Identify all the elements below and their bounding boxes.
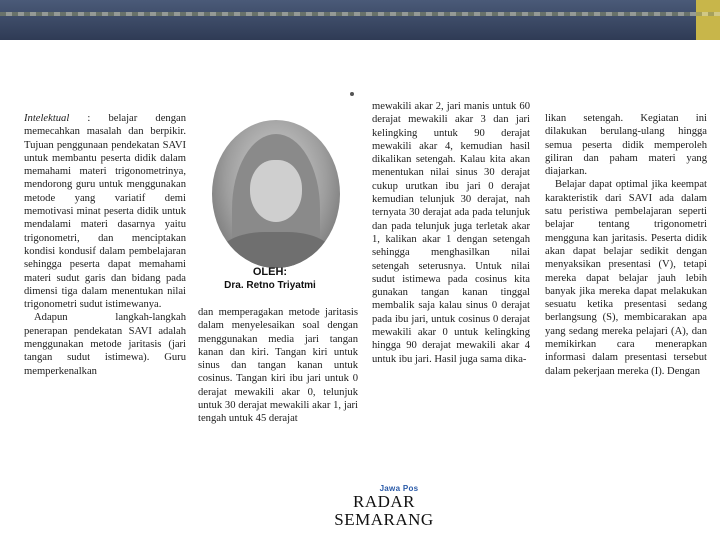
article-column-1 <box>24 112 186 378</box>
italic-lead-word: Intelektual <box>24 113 70 124</box>
article-column-4 <box>545 112 707 378</box>
paragraph: dan memperagakan metode jaritasis dalam menyelesaikan soal dengan menggunakan media jari tangan kanan dan kiri. Tangan kiri untuk sinus dan tangan kanan untuk cosinus. Tangan kiri ibu jari untuk 0 derajat mewakili akar 0, telunjuk untuk 30 derajat mewakili akar 1, jari tengah untuk 45 derajat <box>198 307 358 425</box>
slide-header-band <box>0 0 720 40</box>
newspaper-masthead <box>304 484 464 529</box>
author-byline <box>210 266 330 292</box>
article-column-2 <box>198 306 358 426</box>
portrait-shoulders <box>218 232 334 268</box>
author-portrait <box>212 120 340 268</box>
paragraph: Adapun langkah-langkah penerapan pendekatan SAVI adalah menggunakan metode jaritasis (jari tangan sudut istimewa). Guru memperkenalkan <box>24 312 186 377</box>
decorative-dot <box>350 92 354 96</box>
paragraph: Belajar dapat optimal jika keempat karakteristik dari SAVI ada dalam satu peristiwa pembelajaran seperti belajar tentang trigonometri mengguna kan jaritasis. Peserta didik akan dapat belajar sedikit dengan menyaksikan presentasi (V), tetapi mereka dapat belajar jauh lebih banyak jika mereka dapat melakukan sesuatu ketika presentasi sedang berlangsung (S), membicarakan apa yang sedang mereka pelajari (A), dan memikirkan cara menerapkan informasi dalam presentasi tersebut dalam pekerjaan mereka (I). Dengan <box>545 179 707 377</box>
author-photo <box>210 118 346 332</box>
paragraph: mewakili akar 2, jari manis untuk 60 derajat mewakili akar 3 dan jari kelingking untuk 90 derajat mewakili akar 4, kemudian hasil dikalikan setengah. Kalau kita akan menentukan nilai sinus 30 derajat cukup urutkan ibu jari 0 derajat kemudian telunjuk 30 derajat, nah ternyata 30 derajat ada pada telunjuk dan pada telunjuk juga terletak akar 1, kalikan akar 1 dengan setengah sehingga menghasilkan nilai setengah seterusnya. Untuk nilai sudut istimewa pada cosinus kita gunakan tangan kanan tinggal membalik saja kalau sinus 0 derajat pada ibu jari, untuk cosinus 0 derajat mewakili akar 0 untuk kelingking hingga 90 derajat mewakili akar 4 untuk ibu jari. Hasil juga sama dika- <box>372 101 530 365</box>
byline-label: OLEH: <box>252 266 288 278</box>
portrait-face <box>250 160 302 222</box>
paragraph-text: : belajar dengan memecahkan masalah dan berpikir. Tujuan penggunaan pendekatan SAVI untuk membantu peserta didik dalam memahami materi trigonometrinya, mendorong guru untuk menggunakan metode yang variatif demi memotivasi minat peserta didik untuk mendalami materi dasarnya yaitu trigonometri, dan menciptakan kondisi kondusif dalam pembelajaran sehingga peserta dapat memahami materi sudut garis dan bidang pada dimensi tiga dalam menentukan nilai trigonometri sudut istimewanya. <box>24 113 186 311</box>
masthead-title: RADAR SEMARANG <box>334 492 434 529</box>
paragraph <box>24 112 186 311</box>
masthead-subtitle: Jawa Pos <box>379 484 419 493</box>
author-name: Dra. Retno Triyatmi <box>224 280 316 291</box>
paragraph: likan setengah. Kegiatan ini dilakukan berulang-ulang hingga semua peserta didik memperoleh giliran dan paham materi yang diajarkan. <box>545 113 707 178</box>
article-column-3 <box>372 100 530 366</box>
header-accent-block <box>696 0 720 40</box>
